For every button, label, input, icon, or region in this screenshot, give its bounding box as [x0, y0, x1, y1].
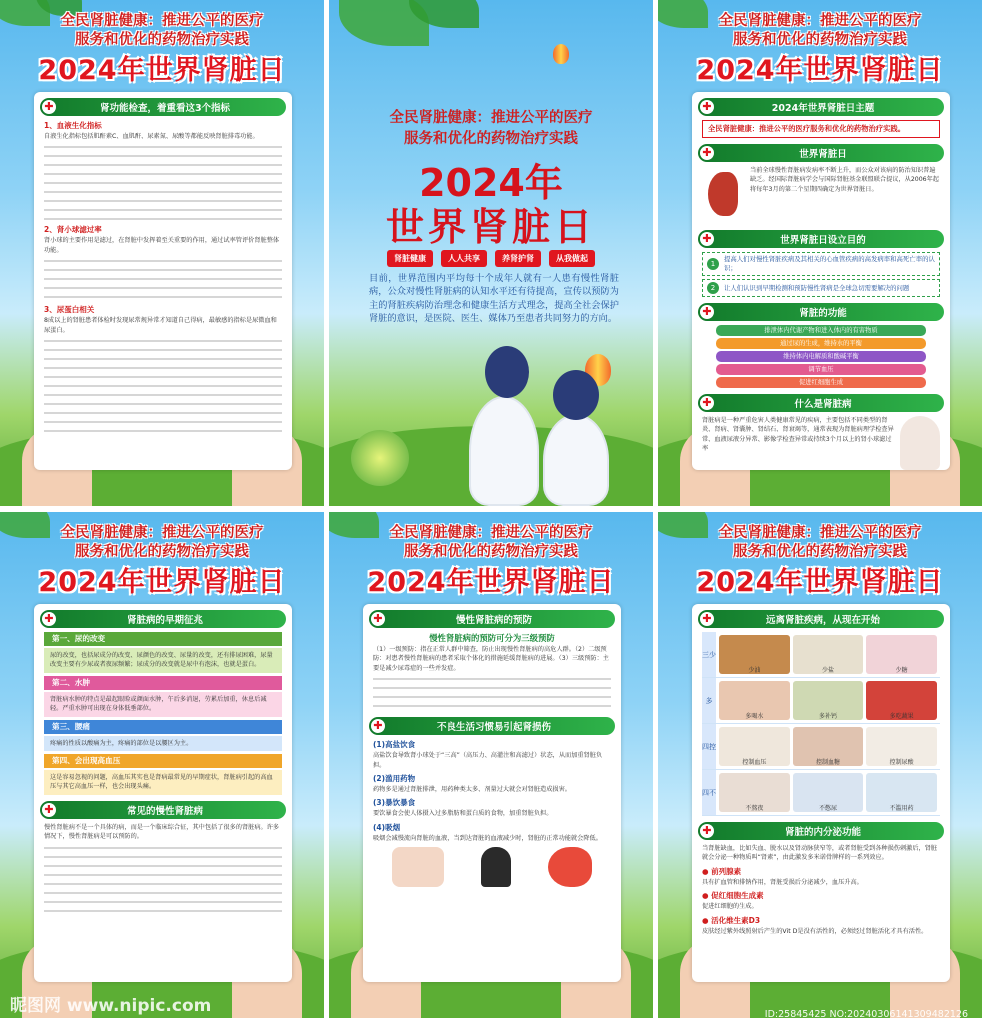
section-header [369, 717, 615, 735]
slogan-line-2: 服务和优化的药物治疗实践 [75, 32, 249, 48]
section-title: 世界肾脏日 [799, 149, 847, 160]
sign-text: 这是容易忽视的问题，高血压其实也是肾病最常见的早期症状，肾脏病引起的高血压与其它高血压一样，也会出现头痛。 [44, 770, 282, 795]
number-badge: 1 [707, 258, 719, 270]
main-title: 2024年世界肾脏日 [38, 55, 286, 86]
item-title: 1、血液生化指标 [44, 121, 102, 130]
endo-item-text: 促进红细胞的生成。 [702, 903, 758, 911]
habit-title: (3)暴饮暴食 [373, 798, 416, 808]
endo-item-text: 具有扩血管和排钠作用，肾脏受损后分泌减少，血压升高。 [702, 878, 863, 886]
endo-item-title: ● 活化维生素D3 [702, 915, 761, 925]
sign-text: 尿的改变，也括尿成分的改变、尿颜色的改变、尿量的改变，还有排尿困难，尿量改变主要有少尿或者夜尿频繁；尿成分的改变就是尿中有泡沫，也就是蛋白。 [44, 648, 282, 673]
habit-title: (2)滥用药物 [373, 774, 416, 784]
item-text: 肾小球的主要作用是滤过，在肾脏中发挥着至关重要的作用，通过试率管评价肾脏整体功能。 [44, 237, 280, 254]
section-title: 肾脏病的早期征兆 [126, 615, 203, 626]
tag-badge: 人人共享 [441, 250, 487, 267]
section-header [698, 98, 944, 116]
image-id-line: ID:25845425 NO:20240306141309482126 [764, 1009, 968, 1020]
habit-text: 药物多是通过肾脏排泄，用药种类太多、剂量过大就会对肾脏造成损害。 [373, 786, 571, 794]
item-title: 3、尿蛋白相关 [44, 305, 95, 315]
habit-row [702, 632, 940, 678]
tag-row [329, 250, 653, 267]
doctor-male-head [485, 346, 529, 398]
item-text-continued [44, 257, 282, 301]
kidney-icon [702, 166, 746, 224]
section-title: 肾功能检查，着重看这3个指标 [99, 103, 231, 114]
habit-row [702, 678, 940, 724]
slogan [329, 108, 653, 150]
slogan-line-1: 全民肾脏健康：推进公平的医疗 [718, 525, 922, 541]
item-text-continued [44, 143, 282, 221]
habit-title: (1)高盐饮食 [373, 740, 416, 750]
red-cross-icon: ✚ [700, 146, 714, 160]
section-header [40, 98, 286, 116]
red-cross-icon: ✚ [700, 612, 714, 626]
number-badge: 2 [707, 282, 719, 294]
wkd-text: 当前全球慢性肾脏病发病率不断上升，而公众对该病的防治知识普遍缺乏。经国际肾脏病学会与国际肾脏基金联盟联合提议，从2006年起将每年3月的第二个星期四确定为世界肾脏日。 [750, 167, 939, 193]
poster-keep-away [658, 512, 982, 1018]
section-header [698, 230, 944, 248]
body-anatomy-icon [900, 416, 940, 470]
site-watermark: 昵图网 www.nipic.com [10, 996, 212, 1016]
sign-title: 第一、尿的改变 [44, 632, 282, 646]
globe-illustration [351, 430, 409, 486]
item-text-continued [44, 337, 282, 433]
tag-badge: 从我做起 [549, 250, 595, 267]
red-cross-icon: ✚ [42, 100, 56, 114]
row-label: 多 [702, 678, 716, 723]
slogan-line-1: 全民肾脏健康：推进公平的医疗 [60, 525, 264, 541]
function-bar: 通过尿的生成，维持水的平衡 [716, 338, 926, 349]
item-title: 2、肾小球滤过率 [44, 225, 102, 235]
purpose-item [702, 279, 940, 297]
item-text: 8成以上的肾脏患者体检时发现尿常规异常才知道自己得病，最敏感的指标是尿微血和尿蛋白。 [44, 317, 277, 334]
poster-prevention [329, 512, 653, 1018]
habit-photo: 多补钙 [793, 681, 864, 720]
section-title: 肾脏的内分泌功能 [784, 827, 861, 838]
slogan [658, 524, 982, 562]
sign-title: 第四、会出现高血压 [44, 754, 282, 768]
habit-text: 吸烟会减慢流向肾脏的血液，当到达肾脏的血液减少时，肾脏的正常功能就会降低。 [373, 834, 602, 842]
section-header [40, 801, 286, 819]
slogan [658, 12, 982, 50]
section-title: 2024年世界肾脏日主题 [771, 103, 875, 114]
endo-item-title: ● 前列腺素 [702, 866, 742, 876]
red-cross-icon: ✚ [700, 824, 714, 838]
red-cross-icon: ✚ [42, 803, 56, 817]
prevention-text-continued [373, 675, 611, 711]
endo-item-title: ● 促红细胞生成素 [702, 891, 764, 901]
wkd-block [702, 166, 940, 224]
section-title: 慢性肾脏病的预防 [455, 615, 532, 626]
habit-photo: 多吃蔬果 [866, 681, 937, 720]
habit-illustrations [373, 847, 611, 887]
tag-badge: 肾脏健康 [387, 250, 433, 267]
slogan [329, 524, 653, 562]
purpose-text: 提高人们对慢性肾脏疾病及其相关的心血管疾病的高发病率和高死亡率的认识； [724, 255, 935, 272]
row-label: 四控 [702, 724, 716, 769]
section-header [698, 144, 944, 162]
habit-photo: 不滥用药 [866, 773, 937, 812]
ckd-block [702, 416, 940, 470]
content-card [34, 92, 292, 470]
section-header [698, 303, 944, 321]
sick-kidney-illustration [548, 847, 592, 887]
section-header [698, 610, 944, 628]
slogan-line-1: 全民肾脏健康：推进公平的医疗 [718, 13, 922, 29]
poster-early-signs [0, 512, 324, 1018]
content-card [363, 604, 621, 982]
poster-kidney-day-info [658, 0, 982, 506]
main-title: 2024年世界肾脏日 [696, 55, 944, 86]
habit-photo: 不憋尿 [793, 773, 864, 812]
section-title: 远离肾脏疾病，从现在开始 [765, 615, 880, 626]
doctor-female-head [553, 370, 599, 420]
cover-title: 世界肾脏日 [385, 205, 596, 249]
function-bar: 调节血压 [716, 364, 926, 375]
habit-photo: 少糖 [866, 635, 937, 674]
habit-row [702, 724, 940, 770]
habit-photo: 控制尿酸 [866, 727, 937, 766]
habit-text: 要饮暴食会使人体摄入过多脂肪和蛋白质的食物，加重肾脏负担。 [373, 810, 553, 818]
slogan-line-2: 服务和优化的药物治疗实践 [733, 32, 907, 48]
habit-photo: 不熬夜 [719, 773, 790, 812]
function-bar: 维持体内电解质和酸碱平衡 [716, 351, 926, 362]
row-label: 四不 [702, 770, 716, 815]
slogan-line-1: 全民肾脏健康：推进公平的医疗 [389, 110, 593, 126]
red-cross-icon: ✚ [371, 612, 385, 626]
sign-text: 疼痛的性质以酸痛为主，疼痛的部位是以腰区为主。 [44, 736, 282, 751]
red-cross-icon: ✚ [700, 396, 714, 410]
endo-item-text: 皮肤经过紫外线照射后产生的Vit D是没有活性的，必须经过肾脏活化才具有活性。 [702, 927, 928, 935]
smoking-person-illustration [481, 847, 511, 887]
red-cross-icon: ✚ [700, 100, 714, 114]
purpose-item [702, 252, 940, 276]
item-text: 自液生化指标包括肌酐素C、血肌酐、尿素氮、尿酸等都能反映肾脏排毒功能。 [44, 133, 259, 140]
section-title: 常见的慢性肾脏病 [126, 805, 203, 817]
habit-photo: 控制血压 [719, 727, 790, 766]
common-text: 慢性肾脏病不是一个具体的病，而是一个临床综合征，其中包括了很多的肾脏病。许多情况下，慢性肾脏病是可以预防的。 [44, 823, 280, 841]
red-cross-icon: ✚ [371, 719, 385, 733]
slogan-line-2: 服务和优化的药物治疗实践 [404, 131, 578, 147]
poster-cover [329, 0, 653, 506]
section-header [40, 610, 286, 628]
slogan-line-2: 服务和优化的药物治疗实践 [733, 544, 907, 560]
section-header [698, 394, 944, 412]
section-title: 肾脏的功能 [799, 308, 847, 319]
habit-text: 高盐饮食导致肾小球处于“三高”（高压力、高灌注和高滤过）状态，从而加重肾脏负担。 [373, 752, 603, 769]
slogan-line-2: 服务和优化的药物治疗实践 [75, 544, 249, 560]
habit-title: (4)吸烟 [373, 822, 401, 832]
habit-photo: 少油 [719, 635, 790, 674]
main-title: 2024年世界肾脏日 [38, 567, 286, 598]
slogan-line-1: 全民肾脏健康：推进公平的医疗 [60, 13, 264, 29]
purpose-text: 让人们认识到早期检测和预防慢性肾病是全球急切需要解决的问题 [724, 283, 910, 292]
common-text-continued [44, 844, 282, 914]
section-title: 什么是肾脏病 [794, 399, 852, 410]
function-bar: 促进红细胞生成 [716, 377, 926, 388]
slogan [0, 12, 324, 50]
function-bar: 排泄体内代谢产物和进入体内的有害物质 [716, 325, 926, 336]
red-cross-icon: ✚ [700, 232, 714, 246]
habit-row [702, 770, 940, 816]
section-title: 不良生活习惯易引起肾损伤 [436, 722, 551, 734]
doctor-male-illustration [469, 396, 539, 506]
content-card [692, 604, 950, 982]
slogan [0, 524, 324, 562]
main-title: 2024年世界肾脏日 [367, 567, 615, 598]
habit-photo: 少盐 [793, 635, 864, 674]
sign-title: 第二、水肿 [44, 676, 282, 690]
ckd-text: 肾脏病是一种严重危害人类健康常见的疾病，主要包括不同类型的肾炎、肾病、肾囊肿、肾结石、肾衰竭等，通常表现为肾脏病理学检查异常、血液尿液分异常、影像学检查异常或持续3个月以上的肾小球滤过率 [702, 417, 894, 453]
sign-text: 肾脏病水肿的特点是最起眼睑或颜面水肿，午后多消退，劳累后加重，休息后减轻。严重水肿可出现在身体低垂部位。 [44, 692, 282, 717]
habit-photo: 控制血糖 [793, 727, 864, 766]
poster-kidney-tests [0, 0, 324, 506]
slogan-line-2: 服务和优化的药物治疗实践 [404, 544, 578, 560]
hot-air-balloon-icon [553, 44, 569, 64]
section-title: 世界肾脏日设立目的 [780, 235, 866, 246]
theme-box: 全民肾脏健康：推进公平的医疗服务和优化的药物治疗实践。 [702, 120, 940, 138]
cover-year: 2024年 [419, 161, 563, 205]
slogan-line-1: 全民肾脏健康：推进公平的医疗 [389, 525, 593, 541]
doctor-female-illustration [543, 414, 609, 506]
content-card [692, 92, 950, 470]
overeating-illustration [392, 847, 444, 887]
row-label: 三少 [702, 632, 716, 677]
red-cross-icon: ✚ [700, 305, 714, 319]
sign-title: 第三、腰痛 [44, 720, 282, 734]
prevention-text: （1）一级预防：指在正常人群中筛查，防止出现慢性肾脏病的高危人群。（2）二级预防：对患者慢性肾脏病的患者采取个体化的措施延缓肾脏病的进展。（3）三级预防：主要是减少尿毒症的一些并发症。 [373, 646, 609, 672]
section-header [369, 610, 615, 628]
main-title: 2024年世界肾脏日 [696, 567, 944, 598]
tag-badge: 养肾护肾 [495, 250, 541, 267]
red-cross-icon: ✚ [42, 612, 56, 626]
content-card [34, 604, 292, 982]
cover-intro: 目前，世界范围内平均每十个成年人就有一人患有慢性肾脏病，公众对慢性肾脏病的认知水平还有待提高，宣传以预防为主的肾脏疾病防治理念和健康生活方式理念，提高全社会保护肾脏的意识，是医院、医生、媒体乃至患者共同努力的方向。 [369, 273, 619, 325]
section-header [698, 822, 944, 840]
prevention-subtitle: 慢性肾脏病的预防可分为三级预防 [429, 633, 555, 643]
habit-photo: 多喝水 [719, 681, 790, 720]
endo-intro: 当肾脏缺血，比如失血、脱水以及肾动脉狭窄等，或者肾脏受到各种损伤刺激后，肾脏就会分泌一种物质叫“肾素”，由此激发多米诺骨牌样的一系列效应。 [702, 845, 938, 862]
